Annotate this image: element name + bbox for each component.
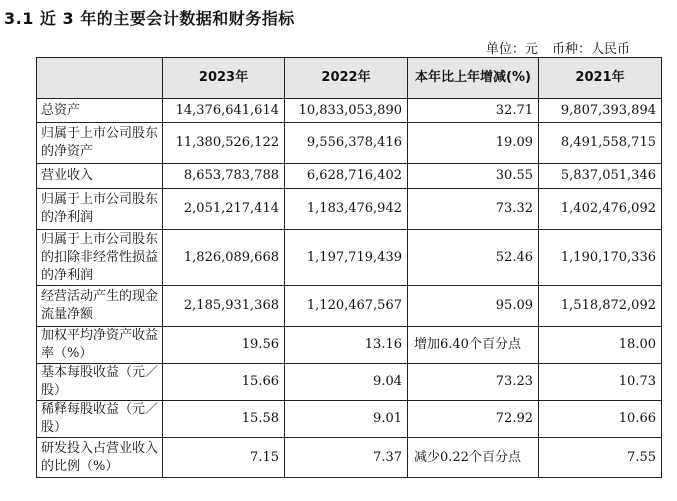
cell-change: 19.09: [408, 123, 539, 164]
cell-2021: 9,807,393,894: [539, 99, 662, 123]
row-label: 研发投入占营业收入的比例（%）: [37, 438, 163, 478]
cell-2023: 2,051,217,414: [163, 189, 285, 230]
cell-2021: 10.73: [539, 364, 662, 401]
table-row: [37, 401, 662, 438]
cell-2023: 11,380,526,122: [163, 123, 285, 164]
cell-2023: 1,826,089,668: [163, 230, 285, 286]
cell-2021: 7.55: [539, 438, 662, 478]
cell-2021: 1,190,170,336: [539, 230, 662, 286]
table-row: [37, 286, 662, 327]
cell-2023: 7.15: [163, 438, 285, 478]
row-label: 加权平均净资产收益率（%）: [37, 327, 163, 364]
cell-2021: 10.66: [539, 401, 662, 438]
cell-2022: 1,183,476,942: [285, 189, 408, 230]
cell-change: 73.23: [408, 364, 539, 401]
header-cell-blank: [37, 58, 163, 99]
cell-2022: 9.04: [285, 364, 408, 401]
header-cell-change: 本年比上年增减(%): [408, 58, 539, 99]
cell-change: 72.92: [408, 401, 539, 438]
cell-change: 95.09: [408, 286, 539, 327]
cell-2021: 18.00: [539, 327, 662, 364]
row-label: 归属于上市公司股东的扣除非经常性损益的净利润: [37, 230, 163, 286]
unit-info: [476, 38, 630, 57]
currency-label: 币种：人民币: [551, 42, 630, 57]
cell-2022: 7.37: [285, 438, 408, 478]
row-label: 经营活动产生的现金流量净额: [37, 286, 163, 327]
table-row: [37, 164, 662, 189]
header-cell-2023: 2023年: [163, 58, 285, 99]
table-row: [37, 327, 662, 364]
cell-2022: 1,120,467,567: [285, 286, 408, 327]
cell-change: 73.32: [408, 189, 539, 230]
cell-2023: 2,185,931,368: [163, 286, 285, 327]
cell-change: 30.55: [408, 164, 539, 189]
cell-change: 增加6.40个百分点: [408, 327, 539, 364]
table-row: [37, 364, 662, 401]
table-row: [37, 189, 662, 230]
cell-2021: 1,518,872,092: [539, 286, 662, 327]
row-label: 营业收入: [37, 164, 163, 189]
cell-2022: 6,628,716,402: [285, 164, 408, 189]
table-row: [37, 230, 662, 286]
cell-2021: 8,491,558,715: [539, 123, 662, 164]
cell-2022: 13.16: [285, 327, 408, 364]
header-cell-2021: 2021年: [539, 58, 662, 99]
header-cell-2022: 2022年: [285, 58, 408, 99]
row-label: 总资产: [37, 99, 163, 123]
cell-2022: 10,833,053,890: [285, 99, 408, 123]
cell-2023: 14,376,641,614: [163, 99, 285, 123]
cell-change: 减少0.22个百分点: [408, 438, 539, 478]
row-label: 稀释每股收益（元／股）: [37, 401, 163, 438]
financial-table: [36, 57, 662, 478]
row-label: 归属于上市公司股东的净资产: [37, 123, 163, 164]
cell-2021: 5,837,051,346: [539, 164, 662, 189]
cell-2023: 15.58: [163, 401, 285, 438]
table-row: [37, 123, 662, 164]
section-title: 3.1 近 3 年的主要会计数据和财务指标: [4, 9, 295, 28]
unit-label: 单位：元: [485, 42, 538, 57]
table-row: [37, 438, 662, 478]
cell-change: 52.46: [408, 230, 539, 286]
table-row: [37, 99, 662, 123]
cell-2023: 15.66: [163, 364, 285, 401]
row-label: 归属于上市公司股东的净利润: [37, 189, 163, 230]
cell-2023: 19.56: [163, 327, 285, 364]
table-header-row: [37, 58, 662, 99]
cell-2021: 1,402,476,092: [539, 189, 662, 230]
cell-2022: 9,556,378,416: [285, 123, 408, 164]
row-label: 基本每股收益（元／股）: [37, 364, 163, 401]
cell-2023: 8,653,783,788: [163, 164, 285, 189]
cell-2022: 1,197,719,439: [285, 230, 408, 286]
cell-2022: 9.01: [285, 401, 408, 438]
cell-change: 32.71: [408, 99, 539, 123]
